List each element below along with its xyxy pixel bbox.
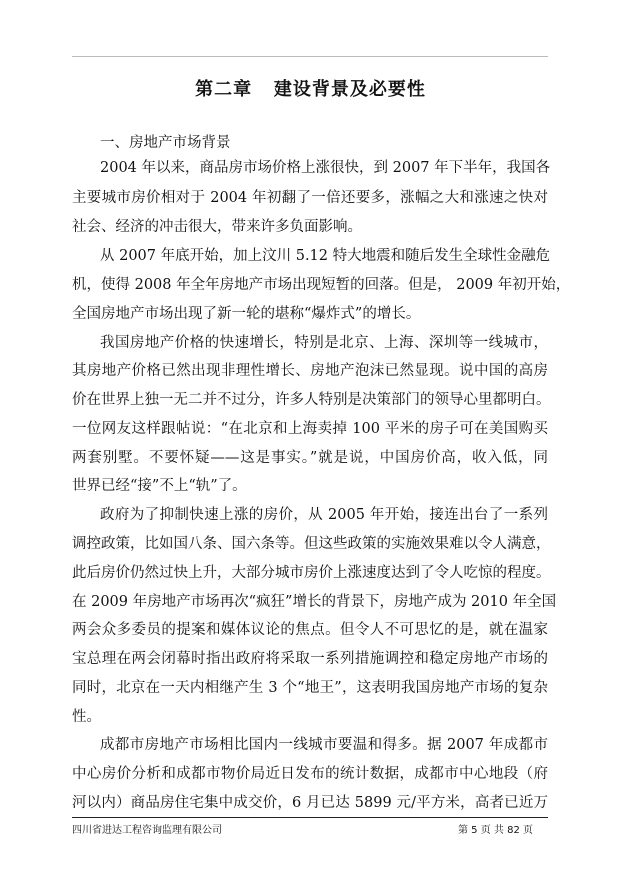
body-line: 全国房地产市场出现了新一轮的堪称“爆炸式”的增长。 xyxy=(72,306,421,322)
body-line: 在 2009 年房地产市场再次“疯狂”增长的背景下，房地产成为 2010 年全国 xyxy=(72,594,557,610)
body-line: 社会、经济的冲击很大，带来许多负面影响。 xyxy=(72,219,362,235)
body-line: 同时，北京在一天内相继产生 3 个“地王”，这表明我国房地产市场的复杂 xyxy=(72,680,548,696)
body-line: 其房地产价格已然出现非理性增长、房地产泡沫已然显现。说中国的高房 xyxy=(72,363,548,379)
footer-page-number: 第 5 页 共 82 页 xyxy=(458,825,533,836)
header-rule xyxy=(72,56,548,57)
body-line: 调控政策，比如国八条、国六条等。但这些政策的实施效果难以令人满意， xyxy=(72,536,551,552)
footer-company: 四川省进达工程咨询监理有限公司 xyxy=(72,825,222,836)
body-line: 性。 xyxy=(72,709,101,725)
body-line: 河以内）商品房住宅集中成交价，6 月已达 5899 元/平方米，高者已近万 xyxy=(72,795,548,811)
body-line: 2004 年以来，商品房市场价格上涨很快，到 2007 年下半年，我国各 xyxy=(100,160,551,176)
body-line: 宝总理在两会闭幕时指出政府将采取一系列措施调控和稳定房地产市场的 xyxy=(72,651,548,667)
body-line: 中心房价分析和成都市物价局近日发布的统计数据，成都市中心地段（府 xyxy=(72,766,548,782)
body-line: 成都市房地产市场相比国内一线城市要温和得多。据 2007 年成都市 xyxy=(100,737,548,753)
body-line: 机，使得 2008 年全年房地产市场出现短暂的回落。但是， 2009 年初开始， xyxy=(72,277,571,293)
section-heading: 一、房地产市场背景 xyxy=(100,135,231,151)
body-line: 两套别墅。不要怀疑——这是事实。”就是说，中国房价高，收入低，同 xyxy=(72,450,548,466)
body-line: 从 2007 年底开始，加上汶川 5.12 特大地震和随后发生全球性金融危 xyxy=(100,248,551,264)
body-line: 此后房价仍然过快上升，大部分城市房价上涨速度达到了令人吃惊的程度。 xyxy=(72,565,551,581)
body-line: 我国房地产价格的快速增长，特别是北京、上海、深圳等一线城市， xyxy=(100,335,548,351)
body-line: 主要城市房价相对于 2004 年初翻了一倍还要多，涨幅之大和涨速之快对 xyxy=(72,190,548,206)
chapter-title: 第二章 建设背景及必要性 xyxy=(195,79,426,100)
body-line: 世界已经“接”不上“轨”了。 xyxy=(72,478,247,494)
body-line: 两会众多委员的提案和媒体议论的焦点。但令人不可思忆的是，就在温家 xyxy=(72,622,548,638)
body-line: 一位网友这样跟帖说：“在北京和上海卖掉 100 平米的房子可在美国购买 xyxy=(72,421,548,437)
body-line: 政府为了抑制快速上涨的房价，从 2005 年开始，接连出台了一系列 xyxy=(100,507,548,523)
body-line: 价在世界上独一无二并不过分，许多人特别是决策部门的领导心里都明白。 xyxy=(72,392,551,408)
footer-rule xyxy=(72,817,548,818)
